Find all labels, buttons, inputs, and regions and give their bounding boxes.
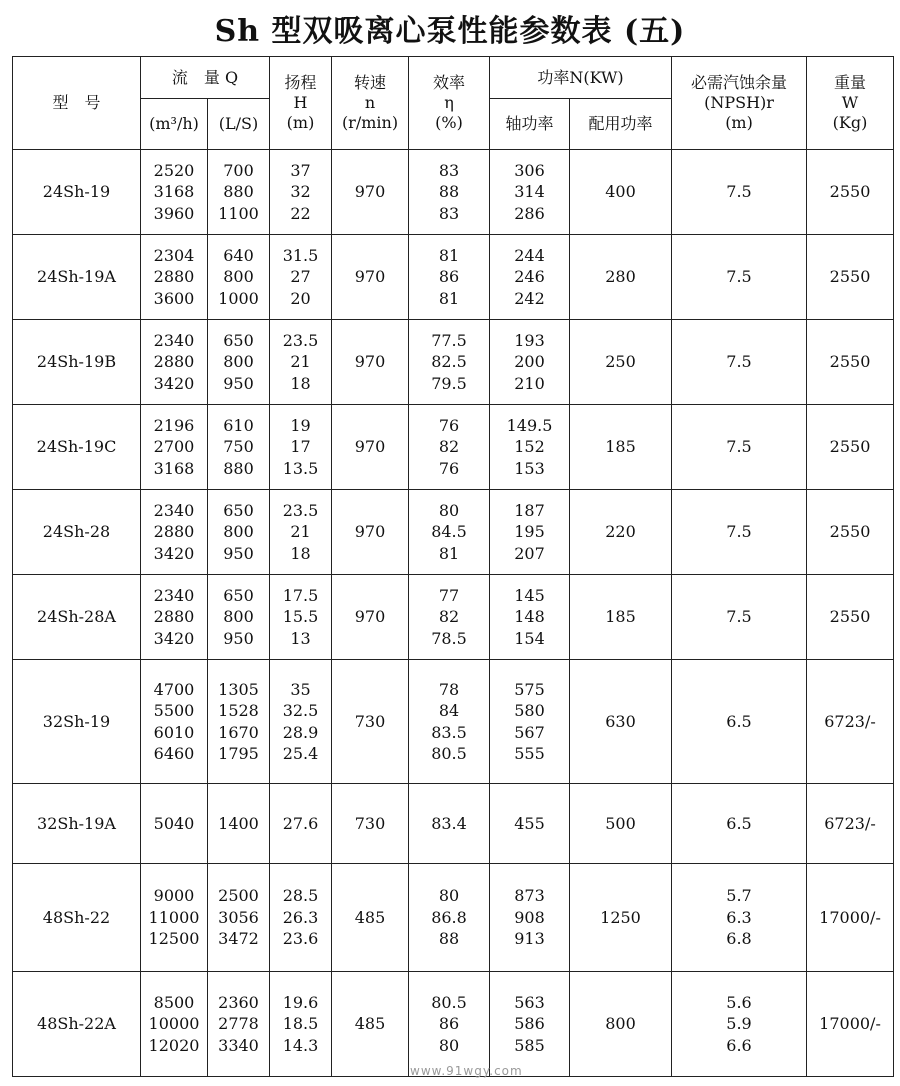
- efficiency-cell-value: 82: [438, 437, 460, 457]
- flow-ls-cell-value: 2360: [218, 992, 259, 1012]
- flow-ls-cell-value: 2778: [218, 1014, 259, 1034]
- flow-ls-cell-value: 2500: [218, 886, 259, 906]
- model-cell: 24Sh-19: [13, 150, 141, 235]
- efficiency-cell-value: 80.5: [431, 744, 467, 763]
- npsh-cell: [672, 320, 807, 405]
- head-cell-value: 13: [290, 628, 311, 648]
- header-speed-line: 转速: [353, 73, 386, 92]
- flow-m3h-cell: [141, 490, 208, 575]
- header-flow-ls: (L/S): [208, 99, 270, 150]
- head-cell: [270, 150, 332, 235]
- efficiency-cell: [409, 235, 490, 320]
- speed-cell: 485: [332, 864, 409, 972]
- head-cell-value: 18.5: [282, 1014, 319, 1034]
- head-cell-value: 18: [290, 373, 311, 393]
- head-cell: [270, 864, 332, 972]
- flow-m3h-cell-value: 3168: [153, 458, 195, 478]
- head-cell-value: 31.5: [282, 245, 319, 265]
- header-head-line: H: [293, 93, 308, 112]
- npsh-cell: [672, 575, 807, 660]
- efficiency-cell-value: 76: [438, 458, 460, 478]
- efficiency-cell-value: 83: [438, 203, 460, 223]
- shaft-power-cell-value: 242: [514, 288, 545, 308]
- watermark: www.91wgy.com: [410, 1064, 523, 1078]
- flow-ls-cell-value: 800: [223, 352, 254, 372]
- page-title: Sh 型双吸离心泵性能参数表 (五): [214, 14, 686, 49]
- flow-ls-cell: [208, 972, 270, 1077]
- efficiency-cell-value: 78: [438, 679, 460, 699]
- flow-ls-cell-value: 950: [223, 373, 254, 393]
- motor-power-cell: 220: [570, 490, 672, 575]
- weight-cell: 2550: [807, 150, 894, 235]
- table-row: [13, 490, 894, 575]
- efficiency-cell-value: 80: [438, 1035, 460, 1055]
- flow-ls-cell-value: 650: [223, 585, 254, 605]
- shaft-power-cell-value: 563: [514, 992, 545, 1012]
- flow-ls-cell-value: 3472: [218, 929, 259, 949]
- flow-ls-cell-value: 650: [223, 500, 254, 520]
- efficiency-cell-value: 80: [438, 886, 460, 906]
- efficiency-cell-value: 83.4: [431, 813, 467, 833]
- head-cell-value: 14.3: [282, 1035, 319, 1055]
- efficiency-cell: [409, 784, 490, 864]
- header-speed-line: n: [364, 93, 376, 112]
- head-cell-value: 15.5: [282, 607, 319, 627]
- weight-cell: 17000/-: [807, 864, 894, 972]
- head-cell-value: 26.3: [282, 907, 319, 927]
- speed-cell: 970: [332, 575, 409, 660]
- shaft-power-cell: [490, 864, 570, 972]
- speed-cell: 970: [332, 490, 409, 575]
- flow-m3h-cell-value: 11000: [148, 907, 200, 927]
- flow-ls-cell-value: 750: [223, 437, 254, 457]
- flow-ls-cell-value: 1528: [218, 701, 259, 720]
- flow-ls-cell-value: 1000: [218, 288, 259, 308]
- motor-power-cell: 500: [570, 784, 672, 864]
- weight-cell: 17000/-: [807, 972, 894, 1077]
- efficiency-cell-value: 86: [438, 1014, 460, 1034]
- motor-power-cell: 185: [570, 405, 672, 490]
- flow-m3h-cell-value: 3420: [153, 373, 195, 393]
- shaft-power-cell-value: 200: [514, 352, 545, 372]
- head-cell-value: 19.6: [282, 992, 319, 1012]
- npsh-cell-value: 7.5: [726, 182, 752, 202]
- flow-m3h-cell-value: 3960: [153, 203, 195, 223]
- head-cell: [270, 235, 332, 320]
- shaft-power-cell-value: 149.5: [506, 415, 553, 435]
- efficiency-cell-value: 86: [438, 267, 460, 287]
- head-cell-value: 23.5: [282, 500, 319, 520]
- npsh-cell-value: 5.9: [726, 1014, 752, 1034]
- header-head: [270, 57, 332, 150]
- flow-ls-cell-value: 3340: [218, 1035, 259, 1055]
- flow-m3h-cell-value: 2196: [153, 415, 195, 435]
- speed-cell: 970: [332, 150, 409, 235]
- head-cell: [270, 972, 332, 1077]
- head-cell-value: 32.5: [282, 701, 319, 720]
- model-cell: 48Sh-22A: [13, 972, 141, 1077]
- motor-power-cell: 630: [570, 660, 672, 784]
- speed-cell: 970: [332, 235, 409, 320]
- shaft-power-cell-value: 575: [514, 679, 545, 699]
- flow-m3h-cell: [141, 320, 208, 405]
- head-cell-value: 20: [290, 288, 311, 308]
- flow-m3h-cell: [141, 784, 208, 864]
- shaft-power-cell-value: 908: [514, 907, 545, 927]
- flow-ls-cell-value: 800: [223, 267, 254, 287]
- shaft-power-cell-value: 246: [514, 267, 545, 287]
- npsh-cell-value: 6.5: [726, 711, 752, 731]
- flow-m3h-cell: [141, 235, 208, 320]
- efficiency-cell: [409, 864, 490, 972]
- weight-cell: 2550: [807, 320, 894, 405]
- npsh-cell: [672, 150, 807, 235]
- npsh-cell-value: 5.6: [726, 992, 752, 1012]
- flow-m3h-cell-value: 6460: [153, 744, 195, 763]
- flow-ls-cell-value: 880: [223, 182, 254, 202]
- shaft-power-cell-value: 153: [514, 458, 545, 478]
- shaft-power-cell: [490, 320, 570, 405]
- efficiency-cell-value: 84: [438, 701, 460, 720]
- npsh-cell: [672, 235, 807, 320]
- header-head-line: (m): [286, 113, 315, 132]
- weight-cell: 2550: [807, 575, 894, 660]
- header-npsh: [672, 57, 807, 150]
- flow-ls-cell-value: 610: [223, 415, 254, 435]
- head-cell-value: 21: [290, 352, 311, 372]
- motor-power-cell: 400: [570, 150, 672, 235]
- header-speed: [332, 57, 409, 150]
- header-npsh-line: (m): [725, 113, 753, 132]
- efficiency-cell: [409, 490, 490, 575]
- head-cell-value: 28.5: [282, 886, 319, 906]
- npsh-cell: [672, 864, 807, 972]
- flow-m3h-cell-value: 2880: [153, 267, 195, 287]
- head-cell: [270, 320, 332, 405]
- header-efficiency: [409, 57, 490, 150]
- flow-m3h-cell-value: 6010: [153, 722, 195, 742]
- efficiency-cell-value: 82: [438, 607, 460, 627]
- flow-m3h-cell-value: 12500: [148, 929, 200, 949]
- efficiency-cell-value: 88: [438, 929, 460, 949]
- npsh-cell-value: 7.5: [726, 437, 752, 457]
- model-cell: 48Sh-22: [13, 864, 141, 972]
- shaft-power-cell: [490, 235, 570, 320]
- model-cell: 24Sh-28A: [13, 575, 141, 660]
- head-cell-value: 17: [290, 437, 311, 457]
- npsh-cell-value: 5.7: [726, 886, 752, 906]
- motor-power-cell: 280: [570, 235, 672, 320]
- flow-m3h-cell: [141, 660, 208, 784]
- head-cell: [270, 405, 332, 490]
- flow-ls-cell-value: 1305: [218, 679, 259, 699]
- shaft-power-cell: [490, 405, 570, 490]
- efficiency-cell: [409, 972, 490, 1077]
- shaft-power-cell-value: 195: [514, 522, 545, 542]
- head-cell-value: 27: [290, 267, 311, 287]
- flow-ls-cell-value: 1795: [218, 744, 259, 763]
- npsh-cell: [672, 660, 807, 784]
- shaft-power-cell-value: 567: [514, 722, 545, 742]
- shaft-power-cell-value: 187: [514, 500, 545, 520]
- efficiency-cell-value: 80: [438, 500, 460, 520]
- header-efficiency-line: η: [444, 93, 454, 112]
- pump-performance-table: [12, 56, 894, 1077]
- efficiency-cell-value: 84.5: [431, 522, 467, 542]
- flow-m3h-cell-value: 5500: [153, 701, 195, 720]
- efficiency-cell-value: 78.5: [431, 628, 467, 648]
- table-row: [13, 784, 894, 864]
- flow-m3h-cell-value: 4700: [153, 679, 195, 699]
- flow-m3h-cell: [141, 405, 208, 490]
- npsh-cell: [672, 405, 807, 490]
- flow-m3h-cell-value: 12020: [148, 1035, 200, 1055]
- flow-m3h-cell-value: 2340: [153, 500, 195, 520]
- flow-ls-cell: [208, 784, 270, 864]
- npsh-cell: [672, 784, 807, 864]
- flow-ls-cell-value: 700: [223, 160, 254, 180]
- head-cell-value: 22: [290, 203, 311, 223]
- npsh-cell-value: 7.5: [726, 267, 752, 287]
- head-cell: [270, 490, 332, 575]
- flow-ls-cell: [208, 405, 270, 490]
- flow-ls-cell-value: 950: [223, 628, 254, 648]
- flow-ls-cell: [208, 575, 270, 660]
- flow-m3h-cell-value: 2880: [153, 607, 195, 627]
- npsh-cell: [672, 490, 807, 575]
- flow-ls-cell-value: 880: [223, 458, 254, 478]
- table-row: [13, 405, 894, 490]
- efficiency-cell-value: 83.5: [431, 722, 467, 742]
- weight-cell: 2550: [807, 235, 894, 320]
- table-row: [13, 575, 894, 660]
- header-shaft-power: 轴功率: [490, 99, 570, 150]
- shaft-power-cell-value: 555: [514, 744, 545, 763]
- shaft-power-cell-value: 913: [514, 929, 545, 949]
- speed-cell: 730: [332, 784, 409, 864]
- head-cell: [270, 784, 332, 864]
- table-row: [13, 320, 894, 405]
- efficiency-cell-value: 86.8: [431, 907, 467, 927]
- header-flow: 流 量 Q: [141, 57, 270, 99]
- header-power: 功率N(KW): [490, 57, 672, 99]
- motor-power-cell: 185: [570, 575, 672, 660]
- header-speed-line: (r/min): [341, 113, 399, 132]
- table-row: [13, 150, 894, 235]
- efficiency-cell-value: 81: [438, 543, 460, 563]
- flow-ls-cell: [208, 320, 270, 405]
- shaft-power-cell-value: 154: [514, 628, 545, 648]
- efficiency-cell-value: 79.5: [431, 373, 467, 393]
- npsh-cell: [672, 972, 807, 1077]
- shaft-power-cell: [490, 150, 570, 235]
- head-cell-value: 21: [290, 522, 311, 542]
- npsh-cell-value: 6.6: [726, 1035, 752, 1055]
- npsh-cell-value: 6.3: [726, 907, 752, 927]
- flow-m3h-cell: [141, 150, 208, 235]
- header-motor-power: 配用功率: [570, 99, 672, 150]
- weight-cell: 6723/-: [807, 784, 894, 864]
- table-row: [13, 660, 894, 784]
- efficiency-cell: [409, 405, 490, 490]
- head-cell-value: 23.5: [282, 330, 319, 350]
- flow-ls-cell-value: 650: [223, 330, 254, 350]
- head-cell-value: 32: [290, 182, 311, 202]
- flow-m3h-cell-value: 8500: [153, 992, 195, 1012]
- flow-m3h-cell-value: 3420: [153, 628, 195, 648]
- header-npsh-line: 必需汽蚀余量: [691, 73, 788, 92]
- flow-ls-cell: [208, 660, 270, 784]
- efficiency-cell-value: 88: [438, 182, 460, 202]
- header-weight-line: (Kg): [832, 113, 868, 132]
- flow-ls-cell: [208, 150, 270, 235]
- efficiency-cell-value: 81: [438, 245, 460, 265]
- head-cell-value: 37: [290, 160, 311, 180]
- efficiency-cell-value: 77: [438, 585, 460, 605]
- shaft-power-cell-value: 873: [514, 886, 545, 906]
- flow-ls-cell-value: 1100: [218, 203, 259, 223]
- table-row: [13, 972, 894, 1077]
- motor-power-cell: 250: [570, 320, 672, 405]
- npsh-cell-value: 6.8: [726, 929, 752, 949]
- flow-ls-cell-value: 800: [223, 607, 254, 627]
- model-cell: 24Sh-19B: [13, 320, 141, 405]
- efficiency-cell: [409, 320, 490, 405]
- flow-ls-cell-value: 950: [223, 543, 254, 563]
- efficiency-cell-value: 77.5: [431, 330, 467, 350]
- efficiency-cell-value: 83: [438, 160, 460, 180]
- flow-ls-cell-value: 1670: [218, 722, 259, 742]
- flow-ls-cell-value: 1400: [218, 813, 259, 833]
- shaft-power-cell: [490, 660, 570, 784]
- model-cell: 24Sh-19C: [13, 405, 141, 490]
- shaft-power-cell: [490, 972, 570, 1077]
- header-efficiency-line: (%): [435, 113, 463, 132]
- head-cell-value: 35: [290, 679, 311, 699]
- header-npsh-line: (NPSH)r: [704, 93, 774, 112]
- speed-cell: 970: [332, 405, 409, 490]
- flow-m3h-cell: [141, 864, 208, 972]
- flow-m3h-cell-value: 10000: [148, 1014, 200, 1034]
- flow-m3h-cell-value: 2700: [153, 437, 195, 457]
- speed-cell: 970: [332, 320, 409, 405]
- table-row: [13, 235, 894, 320]
- flow-m3h-cell-value: 3168: [153, 182, 195, 202]
- shaft-power-cell-value: 306: [514, 160, 545, 180]
- shaft-power-cell-value: 585: [514, 1035, 545, 1055]
- head-cell-value: 19: [290, 415, 311, 435]
- flow-ls-cell: [208, 864, 270, 972]
- shaft-power-cell: [490, 784, 570, 864]
- efficiency-cell: [409, 150, 490, 235]
- shaft-power-cell-value: 455: [514, 813, 545, 833]
- shaft-power-cell-value: 152: [514, 437, 545, 457]
- flow-m3h-cell-value: 3420: [153, 543, 195, 563]
- shaft-power-cell-value: 148: [514, 607, 545, 627]
- flow-m3h-cell-value: 3600: [153, 288, 195, 308]
- head-cell: [270, 575, 332, 660]
- shaft-power-cell: [490, 490, 570, 575]
- shaft-power-cell-value: 314: [514, 182, 545, 202]
- flow-m3h-cell-value: 5040: [153, 813, 195, 833]
- flow-ls-cell: [208, 235, 270, 320]
- speed-cell: 485: [332, 972, 409, 1077]
- shaft-power-cell-value: 207: [514, 543, 545, 563]
- model-cell: 24Sh-19A: [13, 235, 141, 320]
- head-cell-value: 23.6: [282, 929, 319, 949]
- flow-ls-cell-value: 800: [223, 522, 254, 542]
- header-flow-m3h: (m³/h): [141, 99, 208, 150]
- shaft-power-cell-value: 580: [514, 701, 545, 720]
- efficiency-cell-value: 80.5: [431, 992, 467, 1012]
- npsh-cell-value: 7.5: [726, 607, 752, 627]
- table-row: [13, 864, 894, 972]
- head-cell-value: 17.5: [282, 585, 319, 605]
- flow-m3h-cell-value: 9000: [153, 886, 195, 906]
- shaft-power-cell-value: 193: [514, 330, 545, 350]
- efficiency-cell-value: 82.5: [431, 352, 467, 372]
- shaft-power-cell-value: 586: [514, 1014, 545, 1034]
- header-model: 型 号: [13, 57, 141, 150]
- header-efficiency-line: 效率: [432, 73, 465, 92]
- flow-m3h-cell-value: 2304: [153, 245, 195, 265]
- weight-cell: 2550: [807, 490, 894, 575]
- head-cell-value: 27.6: [282, 813, 319, 833]
- shaft-power-cell-value: 244: [514, 245, 545, 265]
- efficiency-cell: [409, 575, 490, 660]
- weight-cell: 2550: [807, 405, 894, 490]
- flow-m3h-cell-value: 2880: [153, 352, 195, 372]
- model-cell: 32Sh-19: [13, 660, 141, 784]
- flow-m3h-cell: [141, 972, 208, 1077]
- header-weight-line: W: [841, 93, 859, 112]
- flow-ls-cell-value: 640: [223, 245, 254, 265]
- flow-m3h-cell-value: 2880: [153, 522, 195, 542]
- header-head-line: 扬程: [284, 73, 317, 92]
- shaft-power-cell-value: 286: [514, 203, 545, 223]
- model-cell: 32Sh-19A: [13, 784, 141, 864]
- flow-m3h-cell-value: 2340: [153, 330, 195, 350]
- npsh-cell-value: 7.5: [726, 352, 752, 372]
- flow-ls-cell: [208, 490, 270, 575]
- flow-m3h-cell: [141, 575, 208, 660]
- header-weight-line: 重量: [834, 73, 867, 92]
- efficiency-cell-value: 81: [438, 288, 460, 308]
- efficiency-cell: [409, 660, 490, 784]
- shaft-power-cell-value: 210: [514, 373, 545, 393]
- motor-power-cell: 800: [570, 972, 672, 1077]
- flow-m3h-cell-value: 2340: [153, 585, 195, 605]
- header-weight: [807, 57, 894, 150]
- npsh-cell-value: 6.5: [726, 813, 752, 833]
- shaft-power-cell: [490, 575, 570, 660]
- head-cell-value: 25.4: [282, 744, 319, 763]
- head-cell-value: 28.9: [282, 722, 319, 742]
- model-cell: 24Sh-28: [13, 490, 141, 575]
- npsh-cell-value: 7.5: [726, 522, 752, 542]
- motor-power-cell: 1250: [570, 864, 672, 972]
- shaft-power-cell-value: 145: [514, 585, 545, 605]
- efficiency-cell-value: 76: [438, 415, 460, 435]
- weight-cell: 6723/-: [807, 660, 894, 784]
- head-cell-value: 13.5: [282, 458, 319, 478]
- head-cell-value: 18: [290, 543, 311, 563]
- flow-ls-cell-value: 3056: [218, 907, 259, 927]
- flow-m3h-cell-value: 2520: [153, 160, 195, 180]
- head-cell: [270, 660, 332, 784]
- speed-cell: 730: [332, 660, 409, 784]
